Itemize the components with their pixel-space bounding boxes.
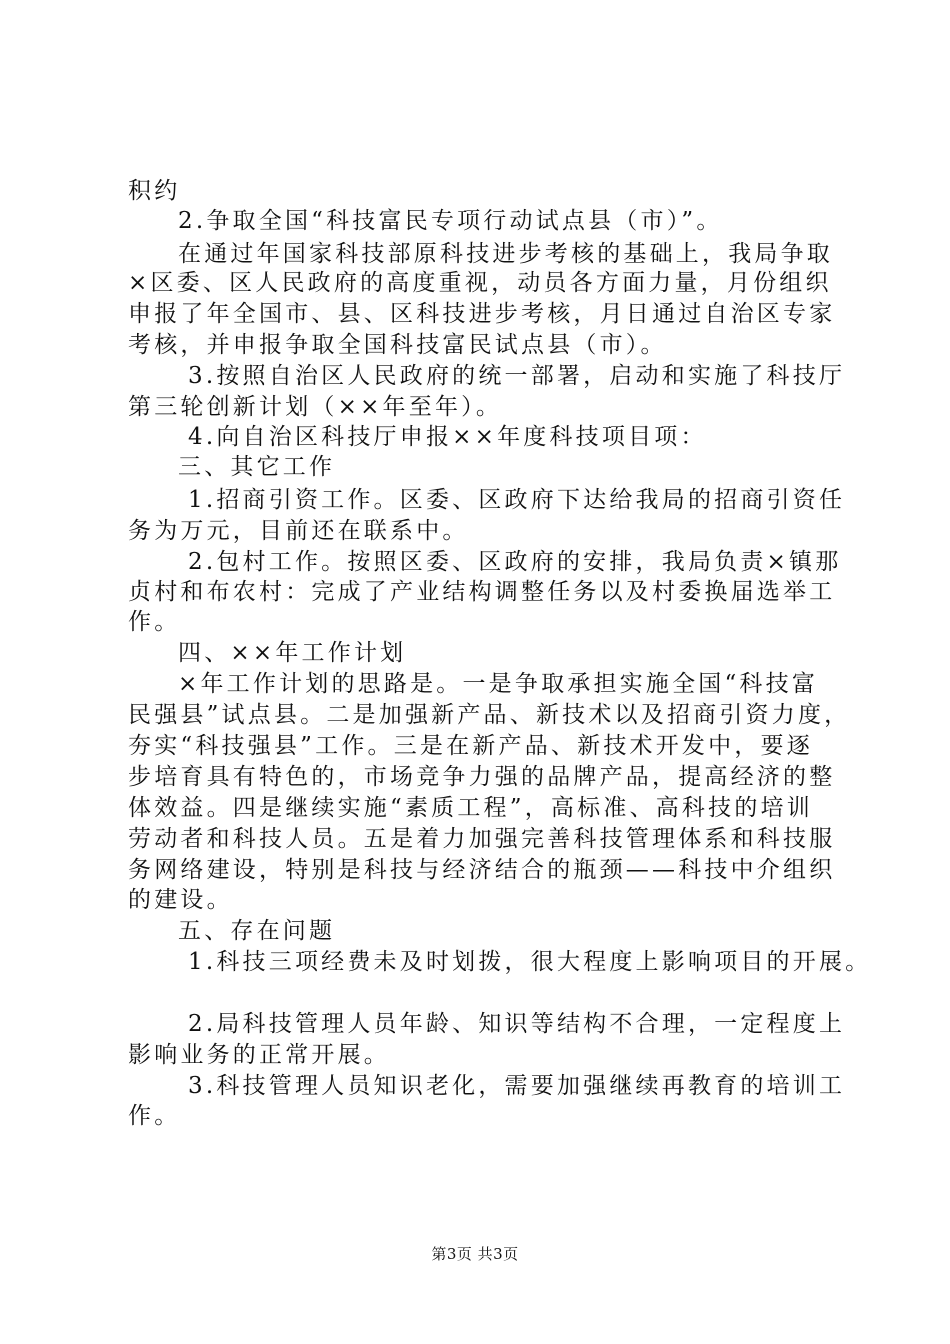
text-line: 贞村和布农村：完成了产业结构调整任务以及村委换届选举工 xyxy=(128,579,836,605)
text-line: 务网络建设，特别是科技与经济结合的瓶颈——科技中介组织 xyxy=(128,857,836,883)
section-heading: 三、其它工作 xyxy=(178,454,336,480)
text-line: 劳动者和科技人员。五是着力加强完善科技管理体系和科技服 xyxy=(128,826,836,852)
text-line: 作。 xyxy=(128,609,181,635)
text-line: 在通过年国家科技部原科技进步考核的基础上，我局争取 xyxy=(178,241,833,267)
section-heading: 五、存在问题 xyxy=(178,918,336,944)
text-line: 体效益。四是继续实施“素质工程”，高标准、高科技的培训 xyxy=(128,795,813,821)
text-line: 第三轮创新计划（××年至年）。 xyxy=(128,394,503,420)
text-line: 影响业务的正常开展。 xyxy=(128,1042,390,1068)
text-line: 2.争取全国“科技富民专项行动试点县（市）”。 xyxy=(178,208,723,234)
section-heading: 四、××年工作计划 xyxy=(178,640,407,666)
text-line: 务为万元，目前还在联系中。 xyxy=(128,518,469,544)
text-line: 2.局科技管理人员年龄、知识等结构不合理，一定程度上 xyxy=(188,1011,846,1037)
text-line: 考核，并申报争取全国科技富民试点县（市）。 xyxy=(128,332,667,358)
text-line: 步培育具有特色的，市场竞争力强的品牌产品，提高经济的整 xyxy=(128,764,836,790)
text-line: 1.科技三项经费未及时划拨，很大程度上影响项目的开展。 xyxy=(188,949,872,975)
text-line: 的建设。 xyxy=(128,887,233,913)
text-line: 3.科技管理人员知识老化，需要加强继续再教育的培训工 xyxy=(188,1073,846,1099)
text-line: 2.包村工作。按照区委、区政府的安排，我局负责×镇那 xyxy=(188,549,842,575)
page-footer: 第3页 共3页 xyxy=(431,1245,519,1263)
text-line: 1.招商引资工作。区委、区政府下达给我局的招商引资任 xyxy=(188,487,846,513)
text-line: 4.向自治区科技厅申报××年度科技项目项： xyxy=(188,424,707,450)
text-line: 积约 xyxy=(128,178,181,204)
text-line: ×区委、区人民政府的高度重视，动员各方面力量，月份组织 xyxy=(128,270,832,296)
text-line: 民强县”试点县。二是加强新产品、新技术以及招商引资力度， xyxy=(128,702,851,728)
text-line: 夯实“科技强县”工作。三是在新产品、新技术开发中，要逐 xyxy=(128,733,813,759)
text-line: 3.按照自治区人民政府的统一部署，启动和实施了科技厅 xyxy=(188,363,846,389)
text-line: 申报了年全国市、县、区科技进步考核，月日通过自治区专家 xyxy=(128,301,836,327)
text-line: ×年工作计划的思路是。一是争取承担实施全国“科技富 xyxy=(178,671,819,697)
text-line: 作。 xyxy=(128,1103,181,1129)
